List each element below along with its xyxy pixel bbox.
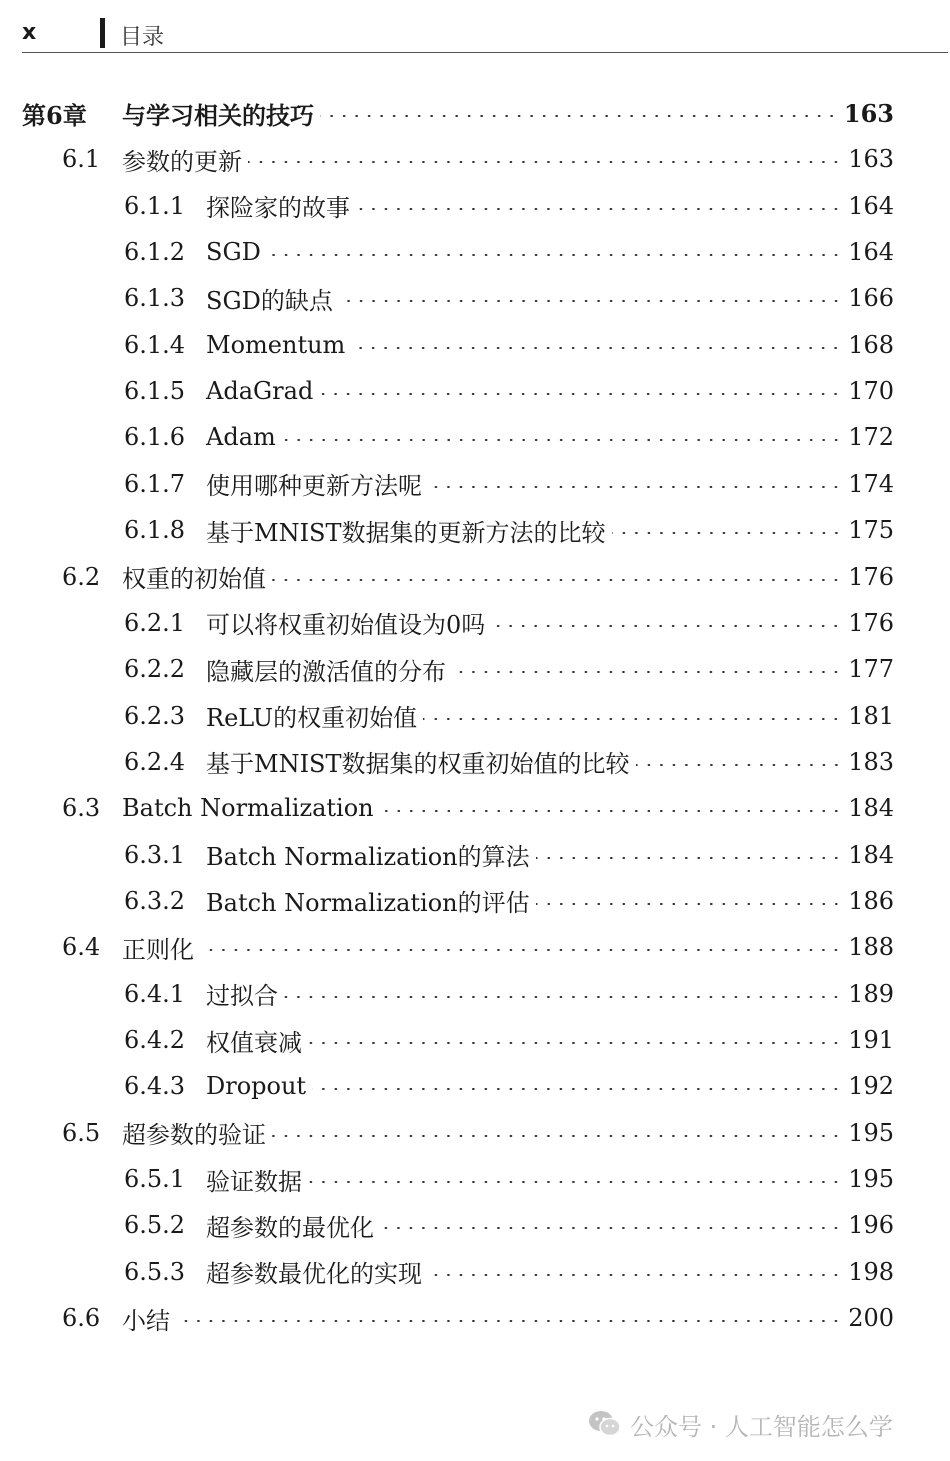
- toc-number: 6.4.2: [124, 1026, 186, 1054]
- toc-title: SGD: [206, 238, 261, 267]
- toc-subsection[interactable]: [124, 646, 894, 692]
- toc-number: 6.3: [62, 794, 101, 823]
- toc-page-number: 188: [848, 933, 894, 962]
- toc-number: 6.5.1: [124, 1165, 186, 1194]
- toc-number: 第6章: [22, 100, 87, 130]
- toc-subsection[interactable]: [124, 1063, 894, 1109]
- toc-subsection[interactable]: [124, 1017, 894, 1063]
- toc-number: 6.1.3: [124, 284, 186, 313]
- toc-title: Batch Normalization的算法: [206, 843, 530, 872]
- toc-leader-dots: [272, 579, 842, 581]
- toc-number: 6.2: [62, 562, 101, 591]
- toc-leader-dots: [312, 1088, 842, 1090]
- watermark-text: 公众号 · 人工智能怎么学: [630, 1412, 893, 1441]
- toc-number: 6.5: [62, 1118, 101, 1147]
- toc-leader-dots: [351, 347, 842, 349]
- toc-subsection[interactable]: [124, 1156, 894, 1202]
- toc-title: 权重的初始值: [122, 565, 266, 593]
- toc-leader-dots: [356, 208, 842, 210]
- toc-title: AdaGrad: [206, 377, 314, 406]
- toc-chapter[interactable]: [22, 90, 894, 136]
- toc-page-number: 163: [843, 98, 894, 128]
- toc-subsection[interactable]: [124, 414, 894, 460]
- toc-page-number: 200: [848, 1304, 894, 1333]
- toc-section[interactable]: [62, 554, 894, 600]
- toc-page-number: 164: [848, 191, 894, 220]
- toc-page-number: 168: [848, 330, 894, 359]
- toc-page-number: 186: [848, 886, 894, 915]
- toc-title: 探险家的故事: [206, 194, 350, 223]
- toc-page-number: 176: [848, 608, 894, 637]
- toc-number: 6.5.3: [124, 1257, 186, 1286]
- toc-page-number: 172: [848, 423, 894, 452]
- header-rule: [22, 52, 948, 53]
- wechat-icon: [588, 1410, 622, 1438]
- toc-leader-dots: [536, 903, 843, 905]
- toc-section[interactable]: [62, 1110, 894, 1156]
- toc-subsection[interactable]: [124, 507, 894, 553]
- toc-leader-dots: [536, 857, 843, 859]
- toc-leader-dots: [339, 300, 842, 302]
- toc-subsection[interactable]: [124, 971, 894, 1017]
- toc-number: 6.2.3: [124, 701, 186, 730]
- toc-subsection[interactable]: [124, 368, 894, 414]
- toc-number: 6.1: [62, 145, 101, 174]
- header-title: 目录: [120, 25, 165, 50]
- toc-subsection[interactable]: [124, 739, 894, 785]
- toc-leader-dots: [200, 949, 842, 951]
- toc-title: 正则化: [122, 935, 194, 964]
- toc-subsection[interactable]: [124, 832, 894, 878]
- toc-leader-dots: [308, 1042, 842, 1044]
- toc-title: 过拟合: [206, 982, 278, 1011]
- toc-title: ReLU的权重初始值: [206, 704, 418, 733]
- toc-subsection[interactable]: [124, 183, 894, 229]
- page-header: [0, 0, 950, 56]
- toc-number: 6.6: [62, 1304, 101, 1333]
- toc-title: 权值衰减: [206, 1028, 302, 1057]
- toc-page-number: 174: [848, 469, 894, 498]
- toc-number: 6.1.6: [124, 423, 186, 452]
- toc-title: 隐藏层的激活值的分布: [206, 657, 446, 686]
- toc-title: 使用哪种更新方法呢: [206, 472, 422, 501]
- toc-page-number: 184: [848, 794, 894, 823]
- toc-leader-dots: [308, 1181, 842, 1183]
- toc-subsection[interactable]: [124, 275, 894, 321]
- toc-number: 6.3.1: [124, 840, 186, 869]
- toc-number: 6.2.2: [124, 655, 186, 684]
- toc-section[interactable]: [62, 785, 894, 831]
- toc-leader-dots: [612, 532, 843, 534]
- toc-page-number: 196: [848, 1211, 894, 1240]
- toc-title: Adam: [206, 423, 276, 452]
- header-divider: [100, 18, 105, 48]
- toc-leader-dots: [248, 161, 842, 163]
- toc-leader-dots: [636, 764, 843, 766]
- toc-page-number: 166: [848, 284, 894, 313]
- toc-page-number: 198: [848, 1257, 894, 1286]
- toc-title: 基于MNIST数据集的更新方法的比较: [206, 518, 606, 547]
- toc-leader-dots: [423, 718, 842, 720]
- toc-leader-dots: [176, 1320, 842, 1322]
- toc-leader-dots: [320, 115, 838, 117]
- toc-subsection[interactable]: [124, 600, 894, 646]
- toc-subsection[interactable]: [124, 229, 894, 275]
- toc-leader-dots: [491, 625, 842, 627]
- toc-title: SGD的缺点: [206, 286, 333, 315]
- toc-leader-dots: [319, 393, 842, 395]
- toc-number: 6.1.7: [124, 469, 186, 498]
- toc-page-number: 192: [848, 1072, 894, 1101]
- toc-leader-dots: [452, 671, 842, 673]
- toc-title: Batch Normalization的评估: [206, 889, 530, 918]
- toc-subsection[interactable]: [124, 461, 894, 507]
- toc-number: 6.4.1: [124, 979, 186, 1008]
- page-number: x: [22, 20, 37, 45]
- toc-title: 基于MNIST数据集的权重初始值的比较: [206, 750, 630, 779]
- toc-page-number: 170: [848, 377, 894, 406]
- toc-leader-dots: [267, 254, 842, 256]
- toc-page-number: 177: [848, 655, 894, 684]
- toc-title: 验证数据: [206, 1167, 302, 1196]
- toc-number: 6.1.8: [124, 516, 186, 545]
- toc-number: 6.1.2: [124, 238, 186, 267]
- toc-page-number: 163: [848, 145, 894, 174]
- toc-leader-dots: [428, 1274, 842, 1276]
- toc-number: 6.1.4: [124, 330, 186, 359]
- toc-leader-dots: [428, 486, 842, 488]
- toc-page-number: 176: [848, 562, 894, 591]
- watermark: [588, 1404, 893, 1444]
- toc-title: Batch Normalization: [122, 794, 374, 823]
- toc-number: 6.2.4: [124, 747, 186, 776]
- toc-subsection[interactable]: [124, 693, 894, 739]
- toc-title: Momentum: [206, 330, 346, 359]
- toc-title: 可以将权重初始值设为0吗: [206, 611, 486, 640]
- toc-title: 超参数的最优化: [206, 1213, 374, 1242]
- toc-page-number: 195: [848, 1165, 894, 1194]
- toc-number: 6.5.2: [124, 1211, 186, 1240]
- toc-section[interactable]: [62, 924, 894, 970]
- toc-page-number: 181: [848, 701, 894, 730]
- toc-page-number: 164: [848, 238, 894, 267]
- toc-page-number: 184: [848, 840, 894, 869]
- toc-page-number: 183: [848, 747, 894, 776]
- toc-title: 与学习相关的技巧: [122, 100, 314, 130]
- toc-page-number: 195: [848, 1118, 894, 1147]
- toc-page-number: 175: [848, 516, 894, 545]
- toc-leader-dots: [272, 1135, 842, 1137]
- toc-section[interactable]: [62, 136, 894, 182]
- toc-page-number: 191: [848, 1026, 894, 1054]
- toc-title: Dropout: [206, 1072, 307, 1101]
- toc-number: 6.3.2: [124, 886, 186, 915]
- toc-number: 6.1.5: [124, 377, 186, 406]
- toc-number: 6.2.1: [124, 608, 186, 637]
- toc-title: 超参数的验证: [122, 1121, 266, 1150]
- toc-subsection[interactable]: [124, 1202, 894, 1248]
- toc-number: 6.4.3: [124, 1072, 186, 1101]
- toc-number: 6.4: [62, 933, 101, 962]
- toc-subsection[interactable]: [124, 878, 894, 924]
- toc-section[interactable]: [62, 1295, 894, 1341]
- toc-title: 超参数最优化的实现: [206, 1260, 422, 1289]
- toc-subsection[interactable]: [124, 1249, 894, 1295]
- toc-number: 6.1.1: [124, 191, 186, 220]
- toc-subsection[interactable]: [124, 322, 894, 368]
- toc-page-number: 189: [848, 979, 894, 1008]
- toc-leader-dots: [380, 1227, 842, 1229]
- toc-title: 参数的更新: [122, 147, 242, 176]
- toc-leader-dots: [284, 996, 842, 998]
- toc-title: 小结: [122, 1306, 170, 1335]
- toc-leader-dots: [282, 439, 842, 441]
- toc-leader-dots: [380, 810, 843, 812]
